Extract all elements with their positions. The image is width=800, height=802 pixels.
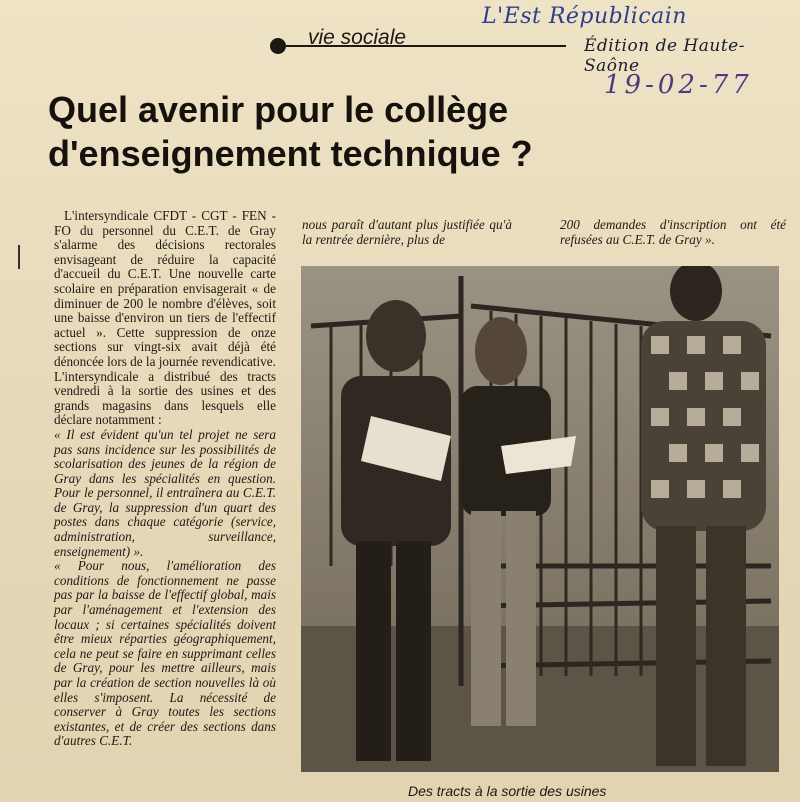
paragraph-quote-1: « Il est évident qu'un tel projet ne sera pas sans incidence sur les possibilités de scolarisation des jeunes de la région de Gray dans les spécialités en question. Pour le personnel, il entraînera au C.E.T. de Gray, la suppression d'un quart des postes dans chaque catégorie (service, administration, surveillance, enseignement) ». <box>54 426 276 559</box>
article-column-3 <box>560 218 786 247</box>
headline-line-2: d'enseignement technique ? <box>48 133 533 174</box>
photo-illustration <box>301 266 779 772</box>
photo-caption: Des tracts à la sortie des usines <box>408 783 607 799</box>
paragraph-quote-2: « Pour nous, l'amélioration des conditions de fonctionnement ne passe pas par la baisse de l'effectif global, mais par l'aménagement et l'extension des locaux ; si certaines spécialités doivent être mieux réparties géographiquement, cela ne peut se faire en supprimant celles de Gray, pour les mettre ailleurs, mais par la création de section nouvelles là où elles s'imposent. La nécessité de conserver à Gray toutes les sections existantes, et de créer des sections dans d'autres C.E.T. <box>54 558 276 749</box>
section-rubric: vie sociale <box>308 26 407 49</box>
paragraph-conclusion: 200 demandes d'inscription ont été refusées au C.E.T. de Gray ». <box>560 217 786 247</box>
article-headline <box>48 88 668 176</box>
rubric-bullet <box>270 38 286 54</box>
news-photo <box>301 266 779 772</box>
paragraph-intro: L'intersyndicale CFDT - CGT - FEN - FO du personnel du C.E.T. de Gray s'alarme des décisions rectorales envisageant de réduire la capacité d'accueil du C.E.T. Une nouvelle carte scolaire en préparation envisagerait « de diminuer de 200 le nombre d'élèves, soit une baisse d'environ un tiers de l'effectif actuel ». Cette suppression de onze sections sur vingt-six avait déjà été dénoncée lors de la journée revendicative. <box>54 208 276 369</box>
headline-line-1: Quel avenir pour le collège <box>48 89 509 130</box>
margin-pencil-mark <box>18 245 20 269</box>
handwritten-date: 19-02-77 <box>604 70 753 100</box>
handwritten-edition: Édition de Haute-Saône <box>584 36 745 76</box>
adjacent-column-right <box>690 100 800 210</box>
paragraph-continuation: nous paraît d'autant plus justifiée qu'à la rentrée dernière, plus de <box>302 217 512 247</box>
article-column-2 <box>302 218 512 247</box>
handwritten-newspaper-name: L'Est Républicain <box>482 4 687 29</box>
article-column-1 <box>54 209 276 749</box>
adjacent-column-left <box>70 0 260 80</box>
paragraph-tracts: L'intersyndicale a distribué des tracts vendredi à la sortie des usines et des grands magasins dans lesquels elle déclare notamment : <box>54 368 276 428</box>
